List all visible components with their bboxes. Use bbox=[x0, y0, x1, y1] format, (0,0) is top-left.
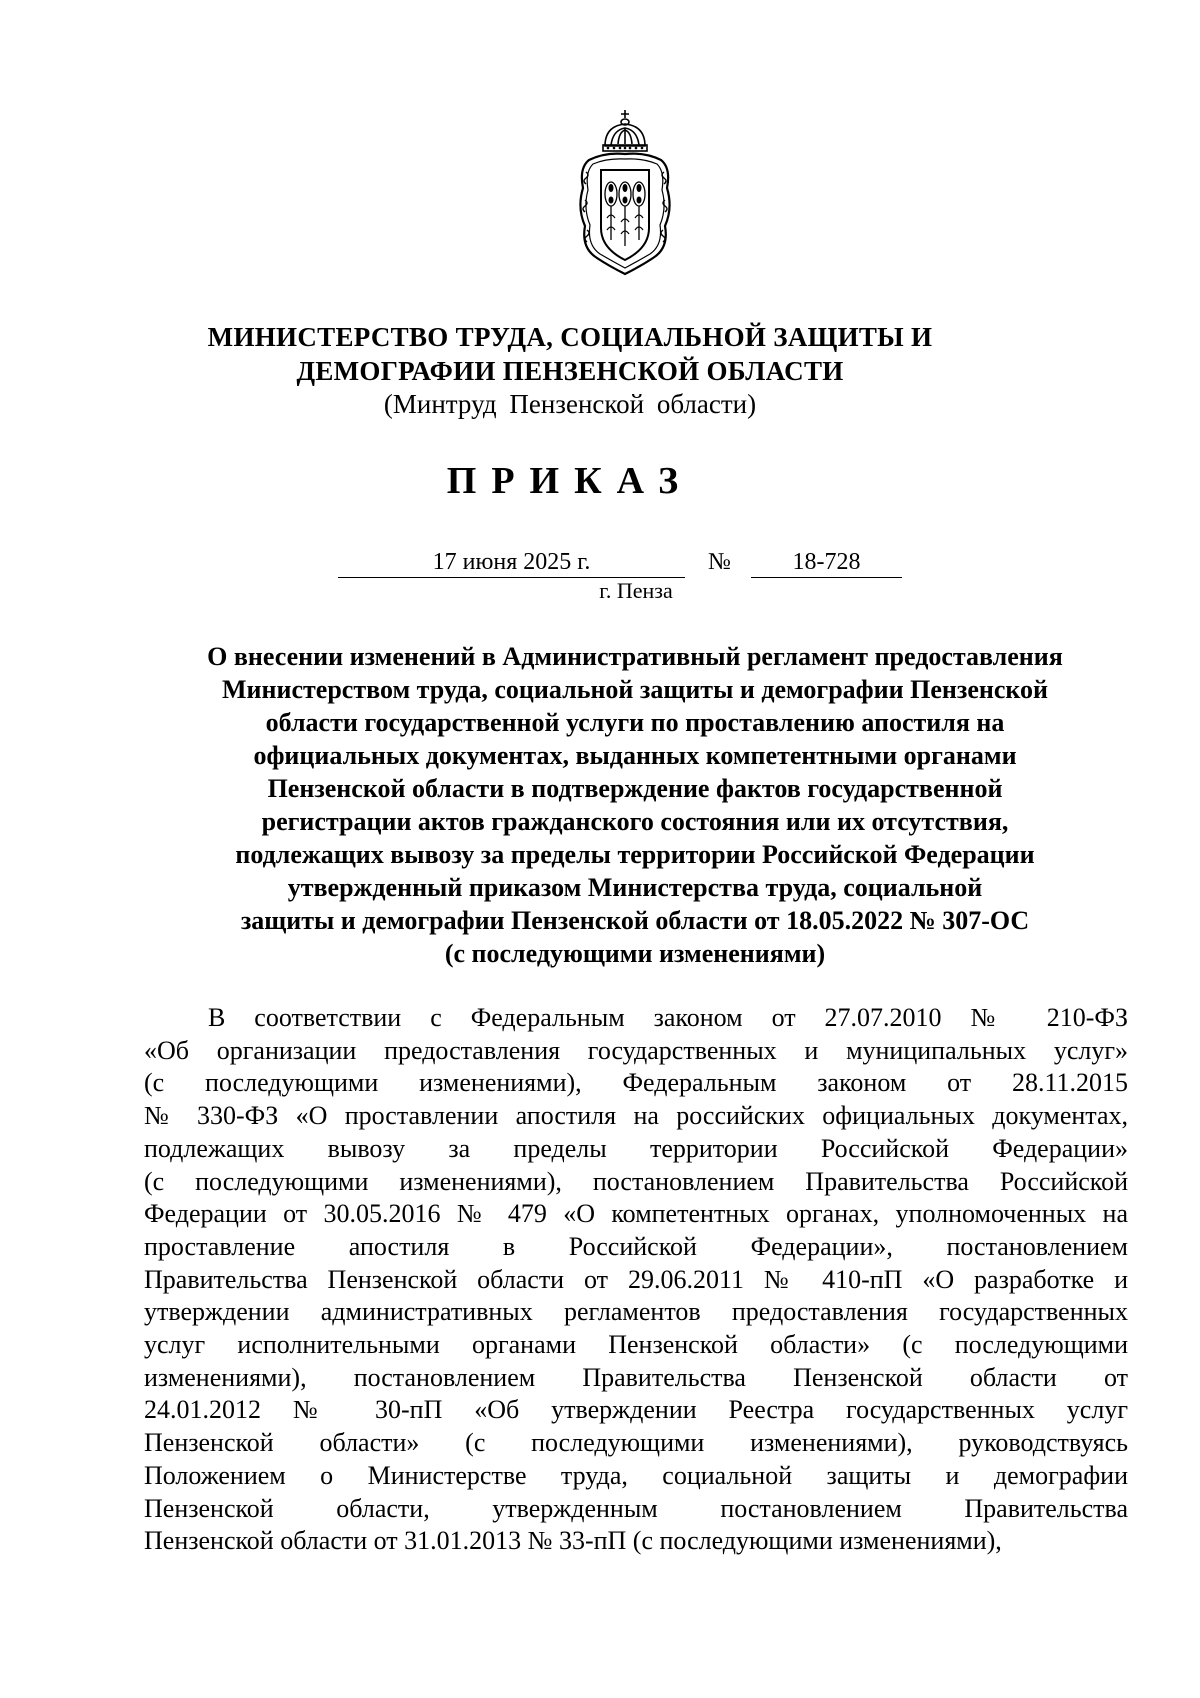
coat-of-arms-icon bbox=[575, 108, 675, 280]
ministry-name-line2: ДЕМОГРАФИИ ПЕНЗЕНСКОЙ ОБЛАСТИ bbox=[296, 356, 844, 386]
order-city: г. Пенза bbox=[599, 578, 673, 603]
title-line: регистрации актов гражданского состояния или их отсутствия, bbox=[261, 807, 1009, 836]
body-line: (с последующими изменениями), Федеральным законом от 28.11.2015 bbox=[144, 1068, 1128, 1098]
title-line: подлежащих вывозу за пределы территории Российской Федерации bbox=[235, 840, 1035, 869]
order-number: 18-728 bbox=[751, 547, 902, 578]
title-line: Министерством труда, социальной защиты и демографии Пензенской bbox=[221, 675, 1048, 704]
title-line: официальных документах, выданных компетентными органами bbox=[253, 741, 1017, 770]
order-title bbox=[130, 640, 1140, 970]
body-line: изменениями), постановлением Правительства Пензенской области от bbox=[144, 1362, 1128, 1392]
body-line: услуг исполнительными органами Пензенской области» (с последующими bbox=[144, 1330, 1128, 1360]
body-line: Федерации от 30.05.2016 № 479 «О компетентных органах, уполномоченных на bbox=[144, 1199, 1128, 1229]
body-line: № 330-ФЗ «О проставлении апостиля на российских официальных документах, bbox=[144, 1101, 1128, 1131]
number-sign: № bbox=[708, 549, 731, 575]
body-line: Положением о Министерстве труда, социальной защиты и демографии bbox=[144, 1460, 1128, 1490]
body-line: проставление апостиля в Российской Федерации», постановлением bbox=[144, 1231, 1128, 1261]
body-line: «Об организации предоставления государственных и муниципальных услуг» bbox=[144, 1035, 1128, 1065]
title-line: утвержденный приказом Министерства труда, социальной bbox=[287, 873, 983, 902]
body-line: подлежащих вывозу за пределы территории Российской Федерации» bbox=[144, 1133, 1128, 1163]
document-type-heading: ПРИКАЗ bbox=[446, 460, 694, 502]
ministry-name-line1: МИНИСТЕРСТВО ТРУДА, СОЦИАЛЬНОЙ ЗАЩИТЫ И bbox=[207, 322, 933, 352]
body-line: (с последующими изменениями), постановлением Правительства Российской bbox=[144, 1166, 1128, 1196]
body-line: Пензенской области, утвержденным постановлением Правительства bbox=[144, 1493, 1128, 1523]
ministry-short-name: (Минтруд Пензенской области) bbox=[383, 389, 757, 419]
title-line: Пензенской области в подтверждение фактов государственной bbox=[267, 774, 1003, 803]
body-line: Правительства Пензенской области от 29.06.2011 № 410-пП «О разработке и bbox=[144, 1264, 1128, 1294]
title-line: области государственной услуги по проставлению апостиля на bbox=[265, 708, 1005, 737]
body-line: 24.01.2012 № 30-пП «Об утверждении Реестра государственных услуг bbox=[144, 1395, 1128, 1425]
order-date: 17 июня 2025 г. bbox=[338, 547, 685, 578]
title-line: защиты и демографии Пензенской области от 18.05.2022 № 307-ОС bbox=[240, 906, 1030, 935]
title-line: О внесении изменений в Административный регламент предоставления bbox=[207, 642, 1063, 671]
body-line: Пензенской области» (с последующими изменениями), руководствуясь bbox=[144, 1428, 1128, 1458]
ministry-name bbox=[0, 320, 1140, 388]
title-line: (с последующими изменениями) bbox=[444, 939, 826, 968]
body-line: Пензенской области от 31.01.2013 № 33-пП (с последующими изменениями), bbox=[144, 1526, 1002, 1556]
body-line: утверждении административных регламентов предоставления государственных bbox=[144, 1297, 1128, 1327]
body-paragraph bbox=[144, 1002, 1128, 1558]
body-line: В соответствии с Федеральным законом от 27.07.2010 № 210-ФЗ bbox=[208, 1003, 1128, 1032]
